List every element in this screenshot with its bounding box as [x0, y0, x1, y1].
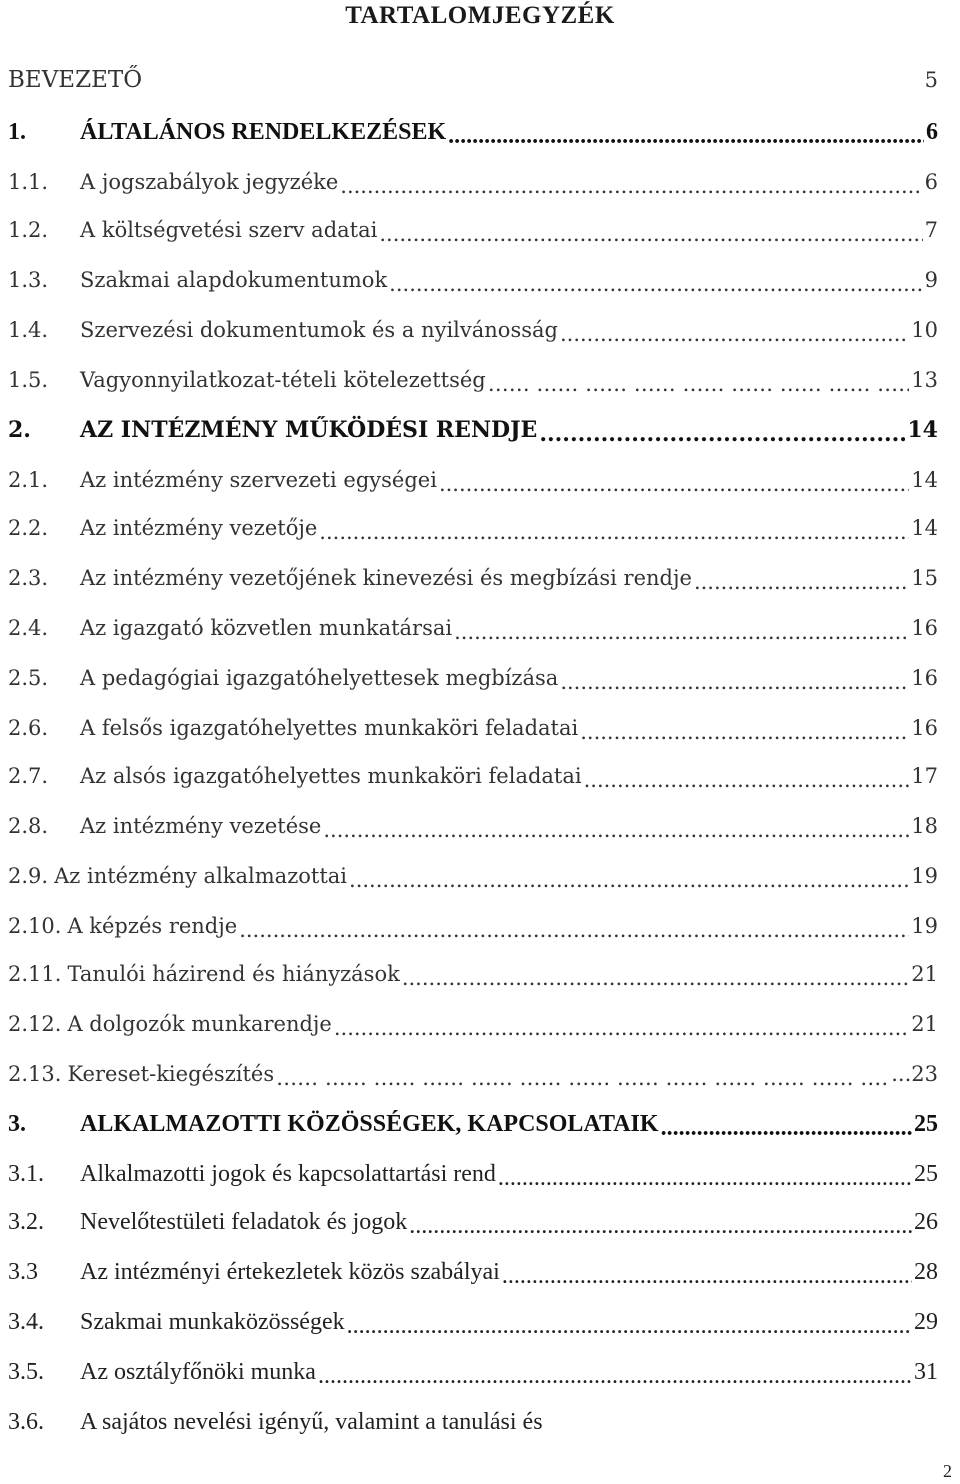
toc-entry-page: 7: [924, 218, 938, 242]
toc-entry-number: 3.6.: [8, 1408, 44, 1435]
toc-entry-2[interactable]: [8, 410, 938, 450]
toc-entry-number: 3.5.: [8, 1358, 44, 1385]
page-number: 2: [943, 1461, 952, 1481]
toc-entry-text: A sajátos nevelési igényű, valamint a tanulási és: [80, 1408, 543, 1435]
toc-entry-text: A jogszabályok jegyzéke: [80, 170, 339, 194]
toc-entry-page: 14: [911, 516, 938, 540]
toc-entry-number: 2.9.: [8, 864, 49, 888]
toc-entry-2-1[interactable]: [8, 460, 938, 500]
toc-entry-text: ÁLTALÁNOS RENDELKEZÉSEK: [80, 118, 447, 145]
toc-entry-1-4[interactable]: [8, 310, 938, 350]
toc-entry-page: ...23: [891, 1062, 938, 1086]
toc-entry-number: 1.2.: [8, 218, 49, 242]
toc-entry-text: A pedagógiai igazgatóhelyettesek megbízása: [80, 666, 559, 690]
toc-entry-text: Vagyonnyilatkozat-tételi kötelezettség: [80, 368, 486, 392]
toc-entry-text: Szakmai alapdokumentumok: [80, 268, 388, 292]
toc-entry-page: 15: [911, 566, 938, 590]
toc-leader: [409, 1213, 912, 1240]
toc-leader: [502, 1263, 912, 1290]
toc-entry-text: A felsős igazgatóhelyettes munkaköri feladatai: [80, 716, 579, 740]
toc-entry-page: 10: [911, 318, 938, 342]
toc-entry-3-4[interactable]: [8, 1302, 938, 1342]
toc-entry-number: 3.4.: [8, 1308, 44, 1335]
toc-entry-text: Az igazgató közvetlen munkatársai: [80, 616, 453, 640]
toc-entry-2-12[interactable]: [8, 1004, 938, 1044]
toc-entry-2-11[interactable]: [8, 954, 938, 994]
toc-entry-number: 1.3.: [8, 268, 49, 292]
toc-entry-page: 25: [914, 1160, 938, 1187]
toc-entry-number: 2.3.: [8, 566, 49, 590]
toc-entry-2-10[interactable]: [8, 906, 938, 946]
toc-leader: [439, 472, 909, 496]
toc-entry-number: 2.10.: [8, 914, 62, 938]
toc-entry-3-6[interactable]: [8, 1402, 938, 1442]
toc-entry-number: 2.11.: [8, 962, 62, 986]
toc-entry-text: Az intézmény vezetője: [80, 516, 318, 540]
toc-leader: [323, 818, 909, 842]
toc-leader: [239, 918, 909, 942]
toc-leader: [560, 670, 909, 694]
toc-entry-number: 2.1.: [8, 468, 49, 492]
toc-entry-3-5[interactable]: [8, 1352, 938, 1392]
toc-entry-text: Kereset-kiegészítés: [67, 1062, 275, 1086]
toc-entry-2-9[interactable]: [8, 856, 938, 896]
toc-entry-text: Alkalmazotti jogok és kapcsolattartási rend: [80, 1160, 496, 1187]
toc-leader: [584, 768, 910, 792]
toc-leader: [340, 174, 922, 198]
toc-entry-number: 2.2.: [8, 516, 49, 540]
toc-entry-2-8[interactable]: [8, 806, 938, 846]
toc-entry-page: 28: [914, 1258, 938, 1285]
toc-leader: [539, 421, 905, 447]
toc-leader: [318, 1363, 912, 1390]
toc-entry-number: 2.7.: [8, 764, 49, 788]
toc-entry-number: 2.5.: [8, 666, 49, 690]
toc-entry-text: ALKALMAZOTTI KÖZÖSSÉGEK, KAPCSOLATAIK: [80, 1110, 659, 1137]
toc-entry-number: 3.: [8, 1110, 26, 1137]
toc-entry-number: 2.6.: [8, 716, 49, 740]
toc-title: TARTALOMJEGYZÉK: [345, 2, 615, 29]
toc-entry-text: Az intézmény vezetőjének kinevezési és megbízási rendje: [80, 566, 692, 590]
toc-entry-number: 2.13.: [8, 1062, 62, 1086]
toc-leader: [334, 1016, 909, 1040]
toc-entry-number: 2.: [8, 417, 31, 443]
toc-entry-number: 1.5.: [8, 368, 49, 392]
toc-leader: [319, 520, 909, 544]
toc-entry-page: 21: [911, 1012, 938, 1036]
toc-entry-2-4[interactable]: [8, 608, 938, 648]
toc-entry-number: 3.3: [8, 1258, 38, 1285]
toc-entry-page: 13: [911, 368, 938, 392]
toc-entry-page: 26: [914, 1208, 938, 1235]
toc-entry-number: 1.: [8, 118, 26, 145]
toc-entry-page: 6: [924, 170, 938, 194]
toc-entry-text: Az intézmény szervezeti egységei: [80, 468, 437, 492]
toc-entry-page: 5: [924, 68, 938, 92]
toc-entry-text: Nevelőtestületi feladatok és jogok: [80, 1208, 408, 1235]
toc-entry-number: 2.8.: [8, 814, 49, 838]
toc-leader: [448, 123, 924, 150]
toc-entry-page: 16: [911, 616, 938, 640]
toc-entry-text: Az osztályfőnöki munka: [80, 1358, 316, 1385]
toc-entry-page: 6: [926, 118, 938, 145]
toc-entry-3-2[interactable]: [8, 1202, 938, 1242]
toc-entry-1-1[interactable]: [8, 162, 938, 202]
toc-entry-3-3[interactable]: [8, 1252, 938, 1292]
toc-leader: [347, 1313, 912, 1340]
toc-entry-2-5[interactable]: [8, 658, 938, 698]
toc-leader: [498, 1165, 912, 1192]
toc-entry-1[interactable]: [8, 112, 938, 152]
toc-entry-1-2[interactable]: [8, 210, 938, 250]
toc-entry-text: A képzés rendje: [67, 914, 238, 938]
toc-entry-number: 2.12.: [8, 1012, 62, 1036]
toc-entry-text: BEVEZETŐ: [8, 67, 143, 93]
toc-entry-text: Szervezési dokumentumok és a nyilvánosság: [80, 318, 558, 342]
toc-leader: [349, 868, 909, 892]
toc-leader: [402, 966, 909, 990]
toc-entry-3[interactable]: [8, 1104, 938, 1144]
toc-entry-number: 1.4.: [8, 318, 49, 342]
toc-leader: [488, 372, 910, 396]
toc-entry-page: 31: [914, 1358, 938, 1385]
toc-entry-page: 19: [911, 864, 938, 888]
toc-leader: [580, 720, 909, 744]
toc-leader: [389, 272, 922, 296]
toc-entry-2-13[interactable]: [8, 1054, 938, 1094]
toc-entry-page: 19: [911, 914, 938, 938]
toc-entry-page: 18: [911, 814, 938, 838]
toc-entry-number: 1.1.: [8, 170, 49, 194]
toc-entry-bevezeto[interactable]: [8, 60, 938, 100]
toc-entry-page: 29: [914, 1308, 938, 1335]
toc-entry-2-6[interactable]: [8, 708, 938, 748]
toc-entry-page: 9: [924, 268, 938, 292]
toc-entry-number: 3.2.: [8, 1208, 44, 1235]
toc-entry-text: Szakmai munkaközösségek: [80, 1308, 345, 1335]
toc-leader: [276, 1066, 889, 1090]
toc-entry-text: Az alsós igazgatóhelyettes munkaköri feladatai: [80, 764, 582, 788]
toc-leader: [560, 322, 909, 346]
toc-entry-1-5[interactable]: [8, 360, 938, 400]
toc-entry-text: Az intézményi értekezletek közös szabályai: [80, 1258, 500, 1285]
toc-entry-text: Tanulói házirend és hiányzások: [67, 962, 400, 986]
toc-entry-text: A költségvetési szerv adatai: [80, 218, 378, 242]
toc-entry-1-3[interactable]: [8, 260, 938, 300]
toc-entry-page: 16: [911, 666, 938, 690]
toc-entry-page: 17: [911, 764, 938, 788]
toc-entry-text: AZ INTÉZMÉNY MŰKÖDÉSI RENDJE: [80, 417, 538, 443]
toc-entry-page: 14: [907, 417, 938, 443]
toc-entry-2-3[interactable]: [8, 558, 938, 598]
toc-leader: [379, 222, 922, 246]
toc-leader: [694, 570, 909, 594]
toc-entry-page: 14: [911, 468, 938, 492]
toc-entry-text: Az intézmény alkalmazottai: [54, 864, 348, 888]
toc-entry-2-7[interactable]: [8, 756, 938, 796]
toc-entry-page: 16: [911, 716, 938, 740]
toc-entry-number: 2.4.: [8, 616, 49, 640]
toc-entry-3-1[interactable]: [8, 1154, 938, 1194]
toc-entry-2-2[interactable]: [8, 508, 938, 548]
toc-entry-page: 21: [911, 962, 938, 986]
toc-leader: [454, 620, 909, 644]
toc-entry-page: 25: [914, 1110, 938, 1137]
toc-entry-text: Az intézmény vezetése: [80, 814, 322, 838]
toc-leader: [661, 1115, 912, 1142]
toc-entry-number: 3.1.: [8, 1160, 44, 1187]
toc-entry-text: A dolgozók munkarendje: [67, 1012, 332, 1036]
